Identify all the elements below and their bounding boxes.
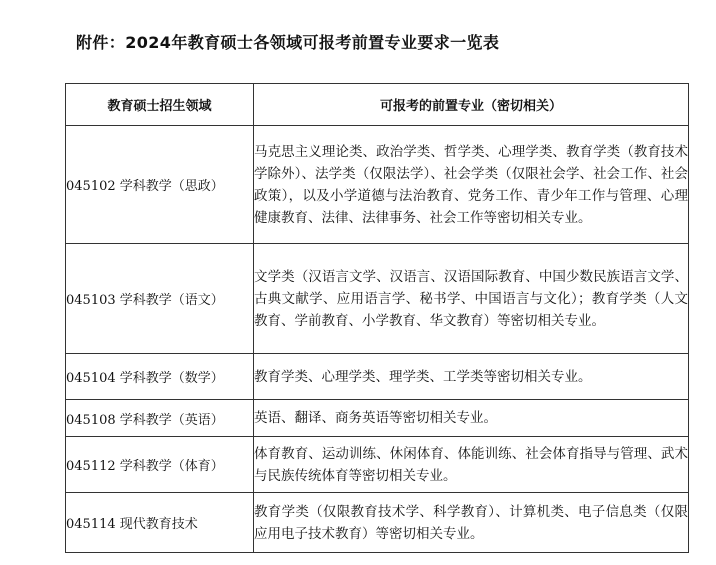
majors-cell: 英语、翻译、商务英语等密切相关专业。 bbox=[254, 400, 689, 437]
table-row bbox=[66, 354, 689, 400]
table-row bbox=[66, 126, 689, 244]
table-row bbox=[66, 493, 689, 553]
column-header-majors: 可报考的前置专业（密切相关） bbox=[254, 84, 689, 126]
field-cell: 045114 现代教育技术 bbox=[66, 493, 254, 553]
field-cell: 045102 学科教学（思政） bbox=[66, 126, 254, 244]
majors-cell: 教育学类、心理学类、理学类、工学类等密切相关专业。 bbox=[254, 354, 689, 400]
field-cell: 045108 学科教学（英语） bbox=[66, 400, 254, 437]
table-row bbox=[66, 244, 689, 354]
majors-cell: 马克思主义理论类、政治学类、哲学类、心理学类、教育学类（教育技术学除外）、法学类（仅限法学）、社会学类（仅限社会学、社会工作、社会政策），以及小学道德与法治教育、党务工作、青少年工作与管理、心理健康教育、法律、法律事务、社会工作等密切相关专业。 bbox=[254, 126, 689, 244]
requirements-table bbox=[65, 83, 689, 553]
field-cell: 045103 学科教学（语文） bbox=[66, 244, 254, 354]
field-cell: 045112 学科教学（体育） bbox=[66, 437, 254, 493]
page-title: 附件：2024年教育硕士各领域可报考前置专业要求一览表 bbox=[76, 33, 500, 52]
table-header-row bbox=[66, 84, 689, 126]
table-row bbox=[66, 437, 689, 493]
column-header-field: 教育硕士招生领域 bbox=[66, 84, 254, 126]
majors-cell: 文学类（汉语言文学、汉语言、汉语国际教育、中国少数民族语言文学、古典文献学、应用语言学、秘书学、中国语言与文化）；教育学类（人文教育、学前教育、小学教育、华文教育）等密切相关专业。 bbox=[254, 244, 689, 354]
field-cell: 045104 学科教学（数学） bbox=[66, 354, 254, 400]
table-row bbox=[66, 400, 689, 437]
majors-cell: 教育学类（仅限教育技术学、科学教育）、计算机类、电子信息类（仅限应用电子技术教育）等密切相关专业。 bbox=[254, 493, 689, 553]
majors-cell: 体育教育、运动训练、休闲体育、体能训练、社会体育指导与管理、武术与民族传统体育等密切相关专业。 bbox=[254, 437, 689, 493]
